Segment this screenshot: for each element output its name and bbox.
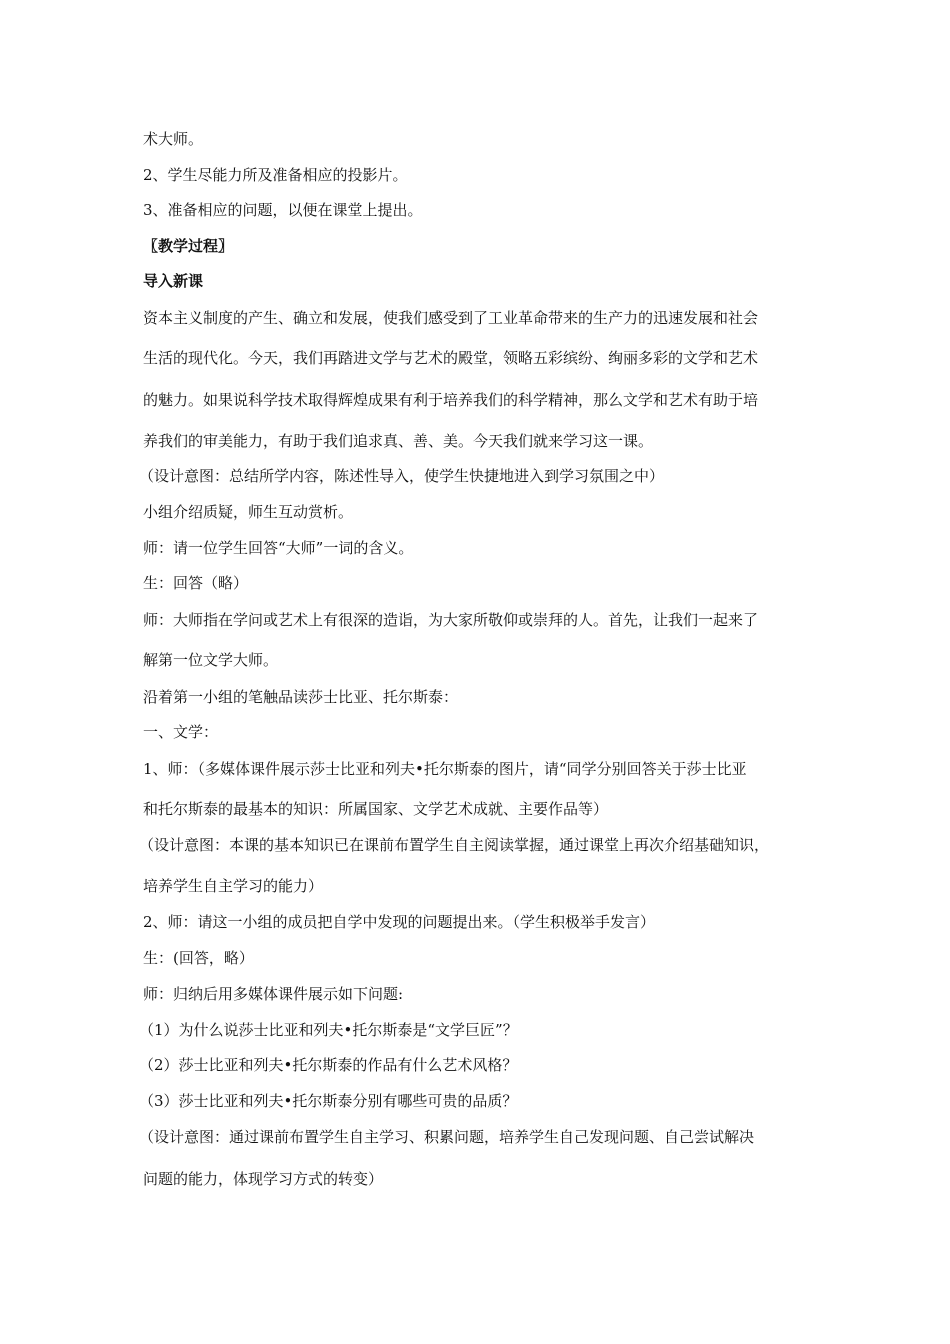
student-line: 生：(回答，略） <box>143 949 254 967</box>
text-line: 问题的能力，体现学习方式的转变） <box>143 1170 384 1188</box>
teacher-line: 1、师：（多媒体课件展示莎士比亚和列夫•托尔斯泰的图片，请“同学分别回答关于莎士比亚 <box>143 760 747 778</box>
design-intent-note: （设计意图：总结所学内容，陈述性导入，使学生快捷地进入到学习氛围之中） <box>139 467 665 485</box>
text-line: 3、准备相应的问题，以便在课堂上提出。 <box>143 201 423 219</box>
design-intent-note: （设计意图：通过课前布置学生自主学习、积累问题，培养学生自己发现问题、自己尝试解决 <box>139 1128 755 1146</box>
text-line: 培养学生自主学习的能力） <box>143 877 324 895</box>
text-line: 资本主义制度的产生、确立和发展，使我们感受到了工业革命带来的生产力的迅速发展和社会 <box>143 309 759 327</box>
question-item: （3）莎士比亚和列夫•托尔斯泰分别有哪些可贵的品质？ <box>139 1092 518 1110</box>
teacher-line: 师：大师指在学问或艺术上有很深的造诣，为大家所敬仰或崇拜的人。首先，让我们一起来了 <box>143 611 759 629</box>
section-heading: 〖教学过程〗 <box>143 237 234 255</box>
text-line: 沿着第一小组的笔触品读莎士比亚、托尔斯泰： <box>143 688 459 706</box>
student-line: 生：回答（略） <box>143 574 249 592</box>
teacher-line: 2、师：请这一小组的成员把自学中发现的问题提出来。（学生积极举手发言） <box>143 913 656 931</box>
section-title-literature: 一、文学： <box>143 723 219 741</box>
teacher-line: 师：请一位学生回答“大师”一词的含义。 <box>143 539 414 557</box>
teacher-line: 师：归纳后用多媒体课件展示如下问题: <box>143 985 404 1003</box>
text-line: 小组介绍质疑，师生互动赏析。 <box>143 503 354 521</box>
question-item: （1）为什么说莎士比亚和列夫•托尔斯泰是“文学巨匠”？ <box>139 1021 518 1039</box>
text-line: 的魅力。如果说科学技术取得辉煌成果有利于培养我们的科学精神，那么文学和艺术有助于培 <box>143 391 759 409</box>
text-line: 2、学生尽能力所及准备相应的投影片。 <box>143 166 408 184</box>
design-intent-note: （设计意图：本课的基本知识已在课前布置学生自主阅读掌握，通过课堂上再次介绍基础知识， <box>139 836 770 854</box>
text-line: 养我们的审美能力，有助于我们追求真、善、美。今天我们就来学习这一课。 <box>143 432 654 450</box>
subsection-heading: 导入新课 <box>143 272 204 290</box>
text-line: 术大师。 <box>143 130 204 148</box>
question-item: （2）莎士比亚和列夫•托尔斯泰的作品有什么艺术风格？ <box>139 1056 518 1074</box>
text-line: 和托尔斯泰的最基本的知识：所属国家、文学艺术成就、主要作品等） <box>143 800 609 818</box>
text-line: 解第一位文学大师。 <box>143 651 279 669</box>
text-line: 生活的现代化。今天，我们再踏进文学与艺术的殿堂，领略五彩缤纷、绚丽多彩的文学和艺术 <box>143 349 759 367</box>
